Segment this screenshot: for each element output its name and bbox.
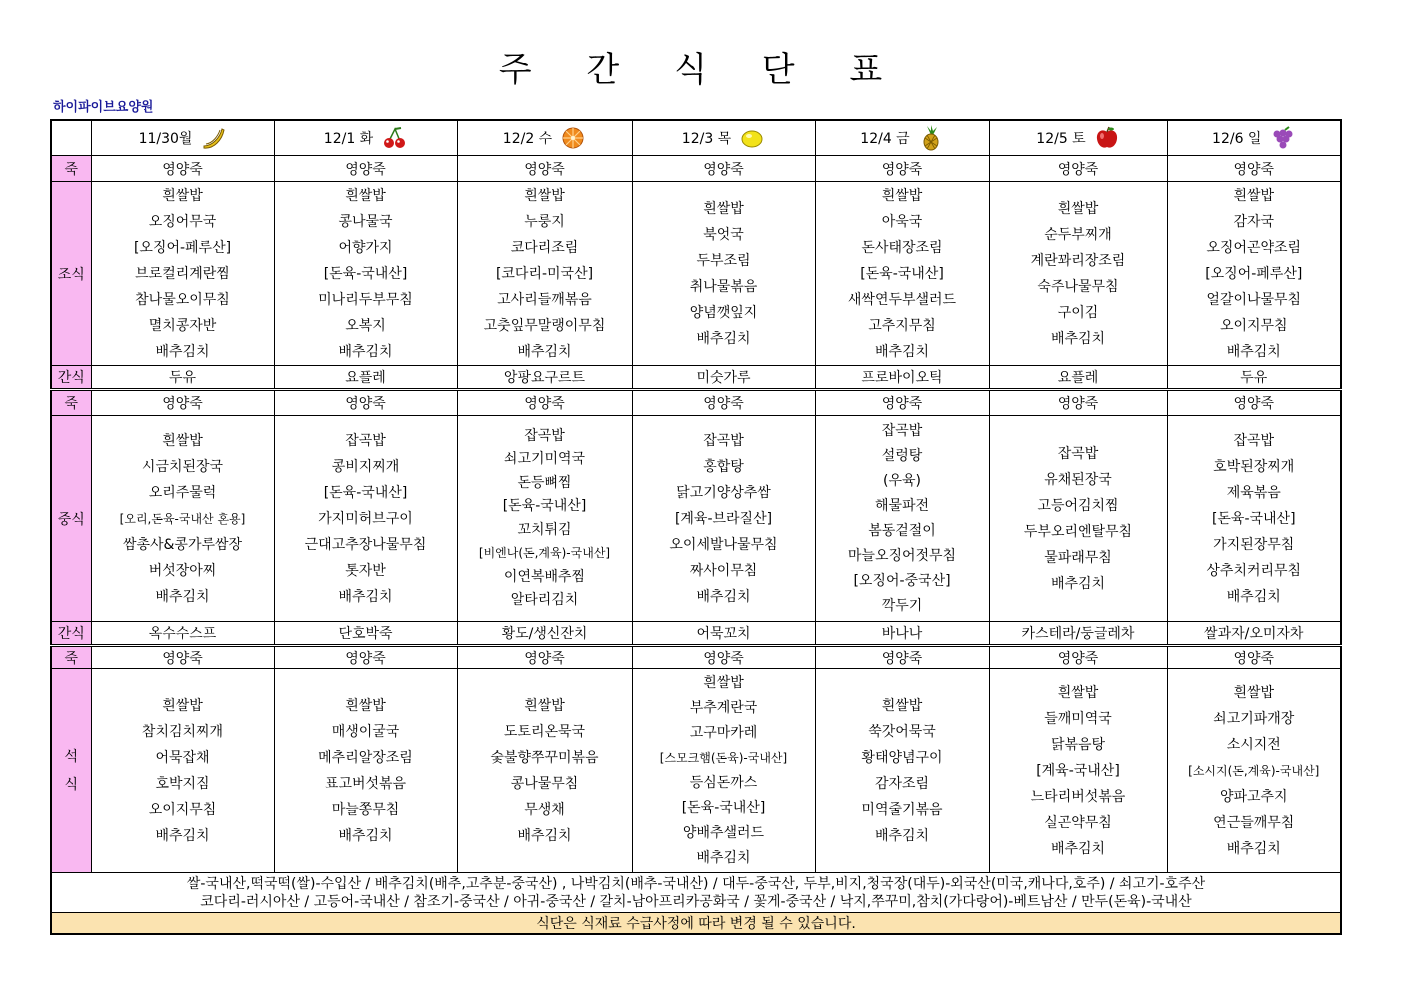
dinner-cell — [989, 669, 1167, 873]
snack-cell: 두유 — [1167, 366, 1341, 390]
menu-item: 배추김치 — [1226, 840, 1281, 857]
porridge-cell: 영양죽 — [815, 156, 989, 182]
lunch-cell — [91, 416, 274, 622]
dinner-cell — [91, 669, 274, 873]
porridge-cell: 영양죽 — [457, 390, 632, 416]
porridge-cell: 영양죽 — [1167, 390, 1341, 416]
snack-cell: 어묵꼬치 — [632, 622, 815, 646]
menu-item: 가지미허브구이 — [318, 510, 413, 527]
snack-cell: 단호박죽 — [274, 622, 457, 646]
snack-cell: 쌀과자/오미자차 — [1167, 622, 1341, 646]
menu-item: 배추김치 — [874, 343, 930, 360]
porridge-cell: 영양죽 — [274, 390, 457, 416]
menu-item: 이연복배추찜 — [503, 568, 586, 585]
porridge-cell: 영양죽 — [274, 156, 457, 182]
breakfast-label: 조식 — [51, 182, 91, 366]
day-header — [815, 120, 989, 156]
menu-item: [돈육-국내산] — [323, 484, 408, 501]
snack-cell: 바나나 — [815, 622, 989, 646]
menu-item: 고구마카레 — [689, 724, 758, 741]
menu-item: 잡곡밥 — [1233, 432, 1275, 449]
menu-item: 고추지무침 — [868, 317, 936, 334]
porridge-cell: 영양죽 — [457, 646, 632, 669]
porridge-label: 죽 — [51, 646, 91, 669]
menu-item: 잡곡밥 — [345, 432, 386, 449]
banana-icon — [200, 126, 226, 150]
lunch-cell — [815, 416, 989, 622]
day-label: 12/5 토 — [1036, 131, 1086, 147]
snack-cell: 카스테라/둥글레차 — [989, 622, 1167, 646]
menu-item: 배추김치 — [696, 849, 751, 866]
porridge-cell: 영양죽 — [815, 646, 989, 669]
menu-item: 감자조림 — [874, 775, 930, 792]
menu-item: 깍두기 — [881, 597, 923, 614]
menu-item: 돈사태장조림 — [861, 239, 943, 256]
porridge-cell: 영양죽 — [1167, 156, 1341, 182]
menu-item: 잡곡밥 — [881, 422, 923, 439]
dinner-cell — [632, 669, 815, 873]
menu-item: 콩나물무침 — [510, 775, 579, 792]
lunch-cell — [1167, 416, 1341, 622]
menu-item: 양념깻잎지 — [689, 304, 758, 321]
porridge-cell: 영양죽 — [989, 156, 1167, 182]
menu-item: 흰쌀밥 — [1233, 684, 1275, 701]
menu-item: 마늘쫑무침 — [331, 801, 400, 818]
menu-item: 오이세발나물무침 — [669, 536, 778, 553]
menu-item: 홍합탕 — [703, 458, 744, 475]
menu-item: [계육-국내산] — [1036, 762, 1120, 779]
menu-item: 들깨미역국 — [1044, 710, 1112, 727]
menu-item: 설렁탕 — [881, 447, 923, 464]
menu-item: 메추리알장조림 — [318, 749, 413, 766]
menu-item: 배추김치 — [696, 588, 751, 605]
breakfast-porridge-row — [51, 156, 1341, 182]
lunch-porridge-row — [51, 390, 1341, 416]
lunch-cell — [989, 416, 1167, 622]
lunch-cell — [274, 416, 457, 622]
menu-item: 물파래무침 — [1044, 549, 1112, 566]
menu-item: 배추김치 — [338, 588, 393, 605]
menu-item: 배추김치 — [1226, 588, 1281, 605]
menu-item: 꼬치튀김 — [517, 521, 572, 538]
menu-item: 제육볶음 — [1226, 484, 1281, 501]
menu-item: 배추김치 — [155, 827, 210, 844]
menu-item: 참나물오이무침 — [135, 291, 230, 308]
dinner-cell — [274, 669, 457, 873]
menu-item: 숯불향쭈꾸미볶음 — [490, 749, 599, 766]
menu-item: [코다리-미국산] — [495, 265, 594, 282]
menu-item: 취나물볶음 — [689, 278, 758, 295]
menu-item: 배추김치 — [1050, 575, 1106, 592]
menu-item: 돈등뼈찜 — [517, 474, 572, 491]
snack-cell: 두유 — [91, 366, 274, 390]
menu-item: 오징어곤약조림 — [1206, 239, 1302, 256]
menu-item: 새싹연두부샐러드 — [847, 291, 957, 308]
menu-item: 배추김치 — [155, 588, 210, 605]
menu-item: 멸치콩자반 — [148, 317, 217, 334]
menu-item: 계란꽈리장조림 — [1030, 252, 1126, 269]
snack-cell: 요플레 — [274, 366, 457, 390]
apple-icon — [1094, 126, 1120, 150]
menu-item: [비엔나(돈,계육)-국내산] — [478, 546, 611, 560]
menu-item: 흰쌀밥 — [881, 187, 923, 204]
breakfast-cell — [274, 182, 457, 366]
menu-item: 흰쌀밥 — [1057, 200, 1099, 217]
menu-item: 흰쌀밥 — [162, 697, 203, 714]
menu-item: 오리주물럭 — [148, 484, 217, 501]
notice-row — [51, 913, 1341, 935]
menu-item: 미나리두부무침 — [318, 291, 413, 308]
snack-cell: 프로바이오틱 — [815, 366, 989, 390]
menu-item: 배추김치 — [1050, 840, 1106, 857]
menu-item: [오징어-페루산] — [1205, 265, 1303, 282]
menu-item: 어묵잡채 — [155, 749, 210, 766]
porridge-cell: 영양죽 — [91, 646, 274, 669]
menu-item: 고춧잎무말랭이무침 — [483, 317, 606, 334]
dinner-label-line: 식 — [64, 776, 79, 793]
menu-item: 마늘오징어젓무침 — [847, 547, 957, 564]
menu-item: 잡곡밥 — [524, 427, 565, 444]
day-header — [1167, 120, 1341, 156]
menu-item: 흰쌀밥 — [345, 697, 386, 714]
menu-item: [돈육-국내산] — [681, 799, 766, 816]
morning-snack-row — [51, 366, 1341, 390]
lemon-icon — [739, 126, 765, 150]
menu-item: 표고버섯볶음 — [324, 775, 407, 792]
menu-item: 오이지무침 — [148, 801, 217, 818]
menu-item: 배추김치 — [338, 343, 393, 360]
menu-item: 북엇국 — [703, 226, 744, 243]
weekly-menu-table — [50, 119, 1342, 935]
day-label: 12/4 금 — [860, 131, 910, 147]
menu-item: 쌈총사&콩가루쌈장 — [122, 536, 243, 553]
menu-item: 배추김치 — [517, 827, 572, 844]
snack-label: 간식 — [51, 622, 91, 646]
origin-info — [51, 873, 1341, 913]
menu-item: 흰쌀밥 — [703, 674, 744, 691]
menu-item: 닭고기양상추쌈 — [676, 484, 771, 501]
day-header — [91, 120, 274, 156]
breakfast-row — [51, 182, 1341, 366]
menu-item: 쇠고기미역국 — [503, 451, 586, 467]
menu-item: 흰쌀밥 — [162, 432, 203, 449]
menu-item: 톳자반 — [345, 562, 386, 579]
corner-cell — [51, 120, 91, 156]
menu-item: 황태양념구이 — [861, 749, 943, 766]
day-header-row — [51, 120, 1341, 156]
menu-item: 흰쌀밥 — [881, 697, 923, 714]
cherry-icon — [381, 126, 407, 150]
menu-item: 배추김치 — [338, 827, 393, 844]
menu-item: 무생채 — [524, 801, 565, 818]
menu-item: 순두부찌개 — [1044, 226, 1112, 243]
dinner-label — [51, 669, 91, 873]
grape-icon — [1269, 126, 1295, 150]
origin-line: 쌀-국내산,떡국떡(쌀)-수입산 / 배추김치(배추,고추분-중국산) , 나박김치(배추-국내산) / 대두-중국산, 두부,비지,청국장(대두)-외국산(미국,캐나다,호주) / 쇠고기-호주산 — [186, 875, 1206, 892]
menu-item: 얼갈이나물무침 — [1206, 291, 1302, 308]
day-label: 12/2 수 — [502, 131, 553, 147]
breakfast-cell — [632, 182, 815, 366]
porridge-cell: 영양죽 — [91, 156, 274, 182]
menu-item: 아욱국 — [881, 213, 923, 230]
menu-item: 두부오리엔탈무침 — [1023, 523, 1133, 540]
porridge-cell: 영양죽 — [632, 156, 815, 182]
menu-item: 흰쌀밥 — [1233, 187, 1275, 204]
menu-item: 콩비지찌개 — [331, 458, 400, 475]
dinner-row — [51, 669, 1341, 873]
menu-item: 연근들깨무침 — [1213, 814, 1295, 831]
menu-item: 참치김치찌개 — [141, 723, 224, 740]
menu-item: [돈육-국내산] — [1211, 510, 1296, 527]
menu-item: 오복지 — [345, 317, 386, 334]
lunch-label: 중식 — [51, 416, 91, 622]
menu-item: [돈육-국내산] — [502, 498, 587, 514]
menu-item: 잡곡밥 — [703, 432, 744, 449]
day-label: 12/3 목 — [681, 131, 732, 147]
porridge-cell: 영양죽 — [989, 390, 1167, 416]
menu-item: [소시지(돈,계육)-국내산] — [1188, 763, 1320, 778]
porridge-label: 죽 — [51, 390, 91, 416]
porridge-label: 죽 — [51, 156, 91, 182]
snack-cell: 앙팡요구르트 — [457, 366, 632, 390]
menu-item: 소시지전 — [1226, 736, 1281, 753]
porridge-cell: 영양죽 — [815, 390, 989, 416]
snack-cell: 옥수수스프 — [91, 622, 274, 646]
menu-item: 흰쌀밥 — [1057, 684, 1099, 701]
menu-item: 오징어무국 — [148, 213, 217, 230]
breakfast-cell — [91, 182, 274, 366]
menu-item: 배추김치 — [874, 827, 930, 844]
breakfast-cell — [989, 182, 1167, 366]
day-header — [989, 120, 1167, 156]
menu-item: 호박된장찌개 — [1213, 458, 1295, 475]
menu-item: 양배추샐러드 — [682, 824, 765, 841]
afternoon-snack-row — [51, 622, 1341, 646]
menu-item: [돈육-국내산] — [323, 265, 408, 282]
lunch-cell — [632, 416, 815, 622]
lunch-row — [51, 416, 1341, 622]
porridge-cell: 영양죽 — [632, 390, 815, 416]
dinner-cell — [815, 669, 989, 873]
snack-cell: 요플레 — [989, 366, 1167, 390]
dinner-cell — [1167, 669, 1341, 873]
menu-item: 어향가지 — [338, 239, 393, 256]
menu-item: 두부조림 — [696, 252, 751, 269]
day-label: 12/1 화 — [323, 131, 374, 147]
menu-item: [오징어-중국산] — [853, 572, 951, 589]
menu-item: 고등어김치찜 — [1037, 497, 1119, 514]
menu-item: 느타리버섯볶음 — [1030, 788, 1126, 805]
porridge-cell: 영양죽 — [632, 646, 815, 669]
menu-item: 구이김 — [1057, 304, 1099, 321]
menu-item: 매생이굴국 — [331, 723, 400, 740]
menu-item: 쇠고기파개장 — [1213, 710, 1295, 727]
menu-item: [돈육-국내산] — [860, 265, 944, 282]
breakfast-cell — [1167, 182, 1341, 366]
menu-item: 숙주나물무침 — [1037, 278, 1119, 295]
snack-cell: 미숫가루 — [632, 366, 815, 390]
menu-item: [스모크햄(돈육)-국내산] — [659, 750, 788, 765]
day-header — [457, 120, 632, 156]
porridge-cell: 영양죽 — [457, 156, 632, 182]
menu-item: 도토리온묵국 — [503, 723, 586, 740]
menu-item: 오이지무침 — [1219, 317, 1288, 334]
porridge-cell: 영양죽 — [274, 646, 457, 669]
menu-item: 실곤약무침 — [1044, 814, 1112, 831]
day-header — [274, 120, 457, 156]
breakfast-cell — [815, 182, 989, 366]
porridge-cell: 영양죽 — [1167, 646, 1341, 669]
menu-item: 호박지짐 — [155, 775, 210, 792]
menu-item: 배추김치 — [696, 330, 751, 347]
menu-item: 감자국 — [1233, 213, 1275, 230]
dinner-cell — [457, 669, 632, 873]
menu-item: 흰쌀밥 — [524, 187, 565, 204]
menu-item: 고사리들깨볶음 — [497, 291, 592, 308]
notice-text: 식단은 식재료 수급사정에 따라 변경 될 수 있습니다. — [51, 913, 1341, 935]
menu-item: 상추치커리무침 — [1206, 562, 1302, 579]
menu-item: 등심돈까스 — [689, 774, 758, 791]
breakfast-cell — [457, 182, 632, 366]
origin-info-row — [51, 873, 1341, 913]
snack-cell: 황도/생신잔치 — [457, 622, 632, 646]
snack-label: 간식 — [51, 366, 91, 390]
lunch-cell — [457, 416, 632, 622]
menu-item: 배추김치 — [155, 343, 210, 360]
menu-item: [계육-브라질산] — [674, 510, 773, 527]
day-header — [632, 120, 815, 156]
menu-item: 가지된장무침 — [1213, 536, 1295, 553]
menu-item: 브로컬리계란찜 — [135, 265, 230, 282]
menu-item: 흰쌀밥 — [162, 187, 203, 204]
menu-item: 유채된장국 — [1044, 471, 1112, 488]
menu-item: 부추계란국 — [689, 699, 758, 716]
menu-item: 코다리조림 — [510, 239, 579, 256]
menu-item: 근대고추장나물무침 — [304, 536, 427, 553]
menu-item: 배추김치 — [1050, 330, 1106, 347]
menu-item: 알타리김치 — [510, 592, 579, 608]
menu-item: 배추김치 — [1226, 343, 1281, 360]
menu-item: 닭볶음탕 — [1050, 736, 1106, 753]
menu-item: 흰쌀밥 — [345, 187, 386, 204]
menu-item: 흰쌀밥 — [524, 697, 565, 714]
porridge-cell: 영양죽 — [91, 390, 274, 416]
orange-icon — [560, 126, 586, 150]
dinner-porridge-row — [51, 646, 1341, 669]
dinner-label-line: 석 — [64, 748, 79, 765]
menu-item: 짜사이무침 — [689, 562, 758, 579]
organization-name: 하이파이브요양원 — [53, 100, 154, 115]
pineapple-icon — [918, 125, 944, 151]
menu-item: 미역줄기볶음 — [861, 801, 943, 818]
menu-item: 해물파전 — [874, 497, 930, 514]
menu-item: 배추김치 — [517, 343, 572, 360]
page-title: 주 간 식 단 표 — [498, 50, 905, 90]
origin-line: 코다리-러시아산 / 고등어-국내산 / 참조기-중국산 / 아귀-중국산 / 갈치-남아프리카공화국 / 꽃게-중국산 / 낙지,쭈꾸미,참치(가다랑어)-베트남산 / 만두(돈육)-국내산 — [200, 893, 1192, 910]
menu-item: 콩나물국 — [338, 213, 393, 230]
menu-item: 잡곡밥 — [1057, 445, 1099, 462]
day-label: 12/6 일 — [1212, 131, 1262, 147]
porridge-cell: 영양죽 — [989, 646, 1167, 669]
menu-item: 시금치된장국 — [141, 458, 224, 475]
menu-item: [오징어-페루산] — [133, 239, 232, 256]
menu-item: 흰쌀밥 — [703, 200, 744, 217]
menu-item: 쑥갓어묵국 — [868, 723, 936, 740]
menu-item: (우육) — [883, 472, 921, 489]
menu-item: 양파고추지 — [1219, 788, 1288, 805]
day-label: 11/30월 — [138, 131, 193, 147]
menu-item: 버섯장아찌 — [148, 562, 217, 579]
menu-item: 누룽지 — [524, 213, 565, 230]
menu-item: 봄동겉절이 — [868, 522, 936, 539]
menu-item: [오리,돈육-국내산 혼용] — [119, 511, 246, 526]
